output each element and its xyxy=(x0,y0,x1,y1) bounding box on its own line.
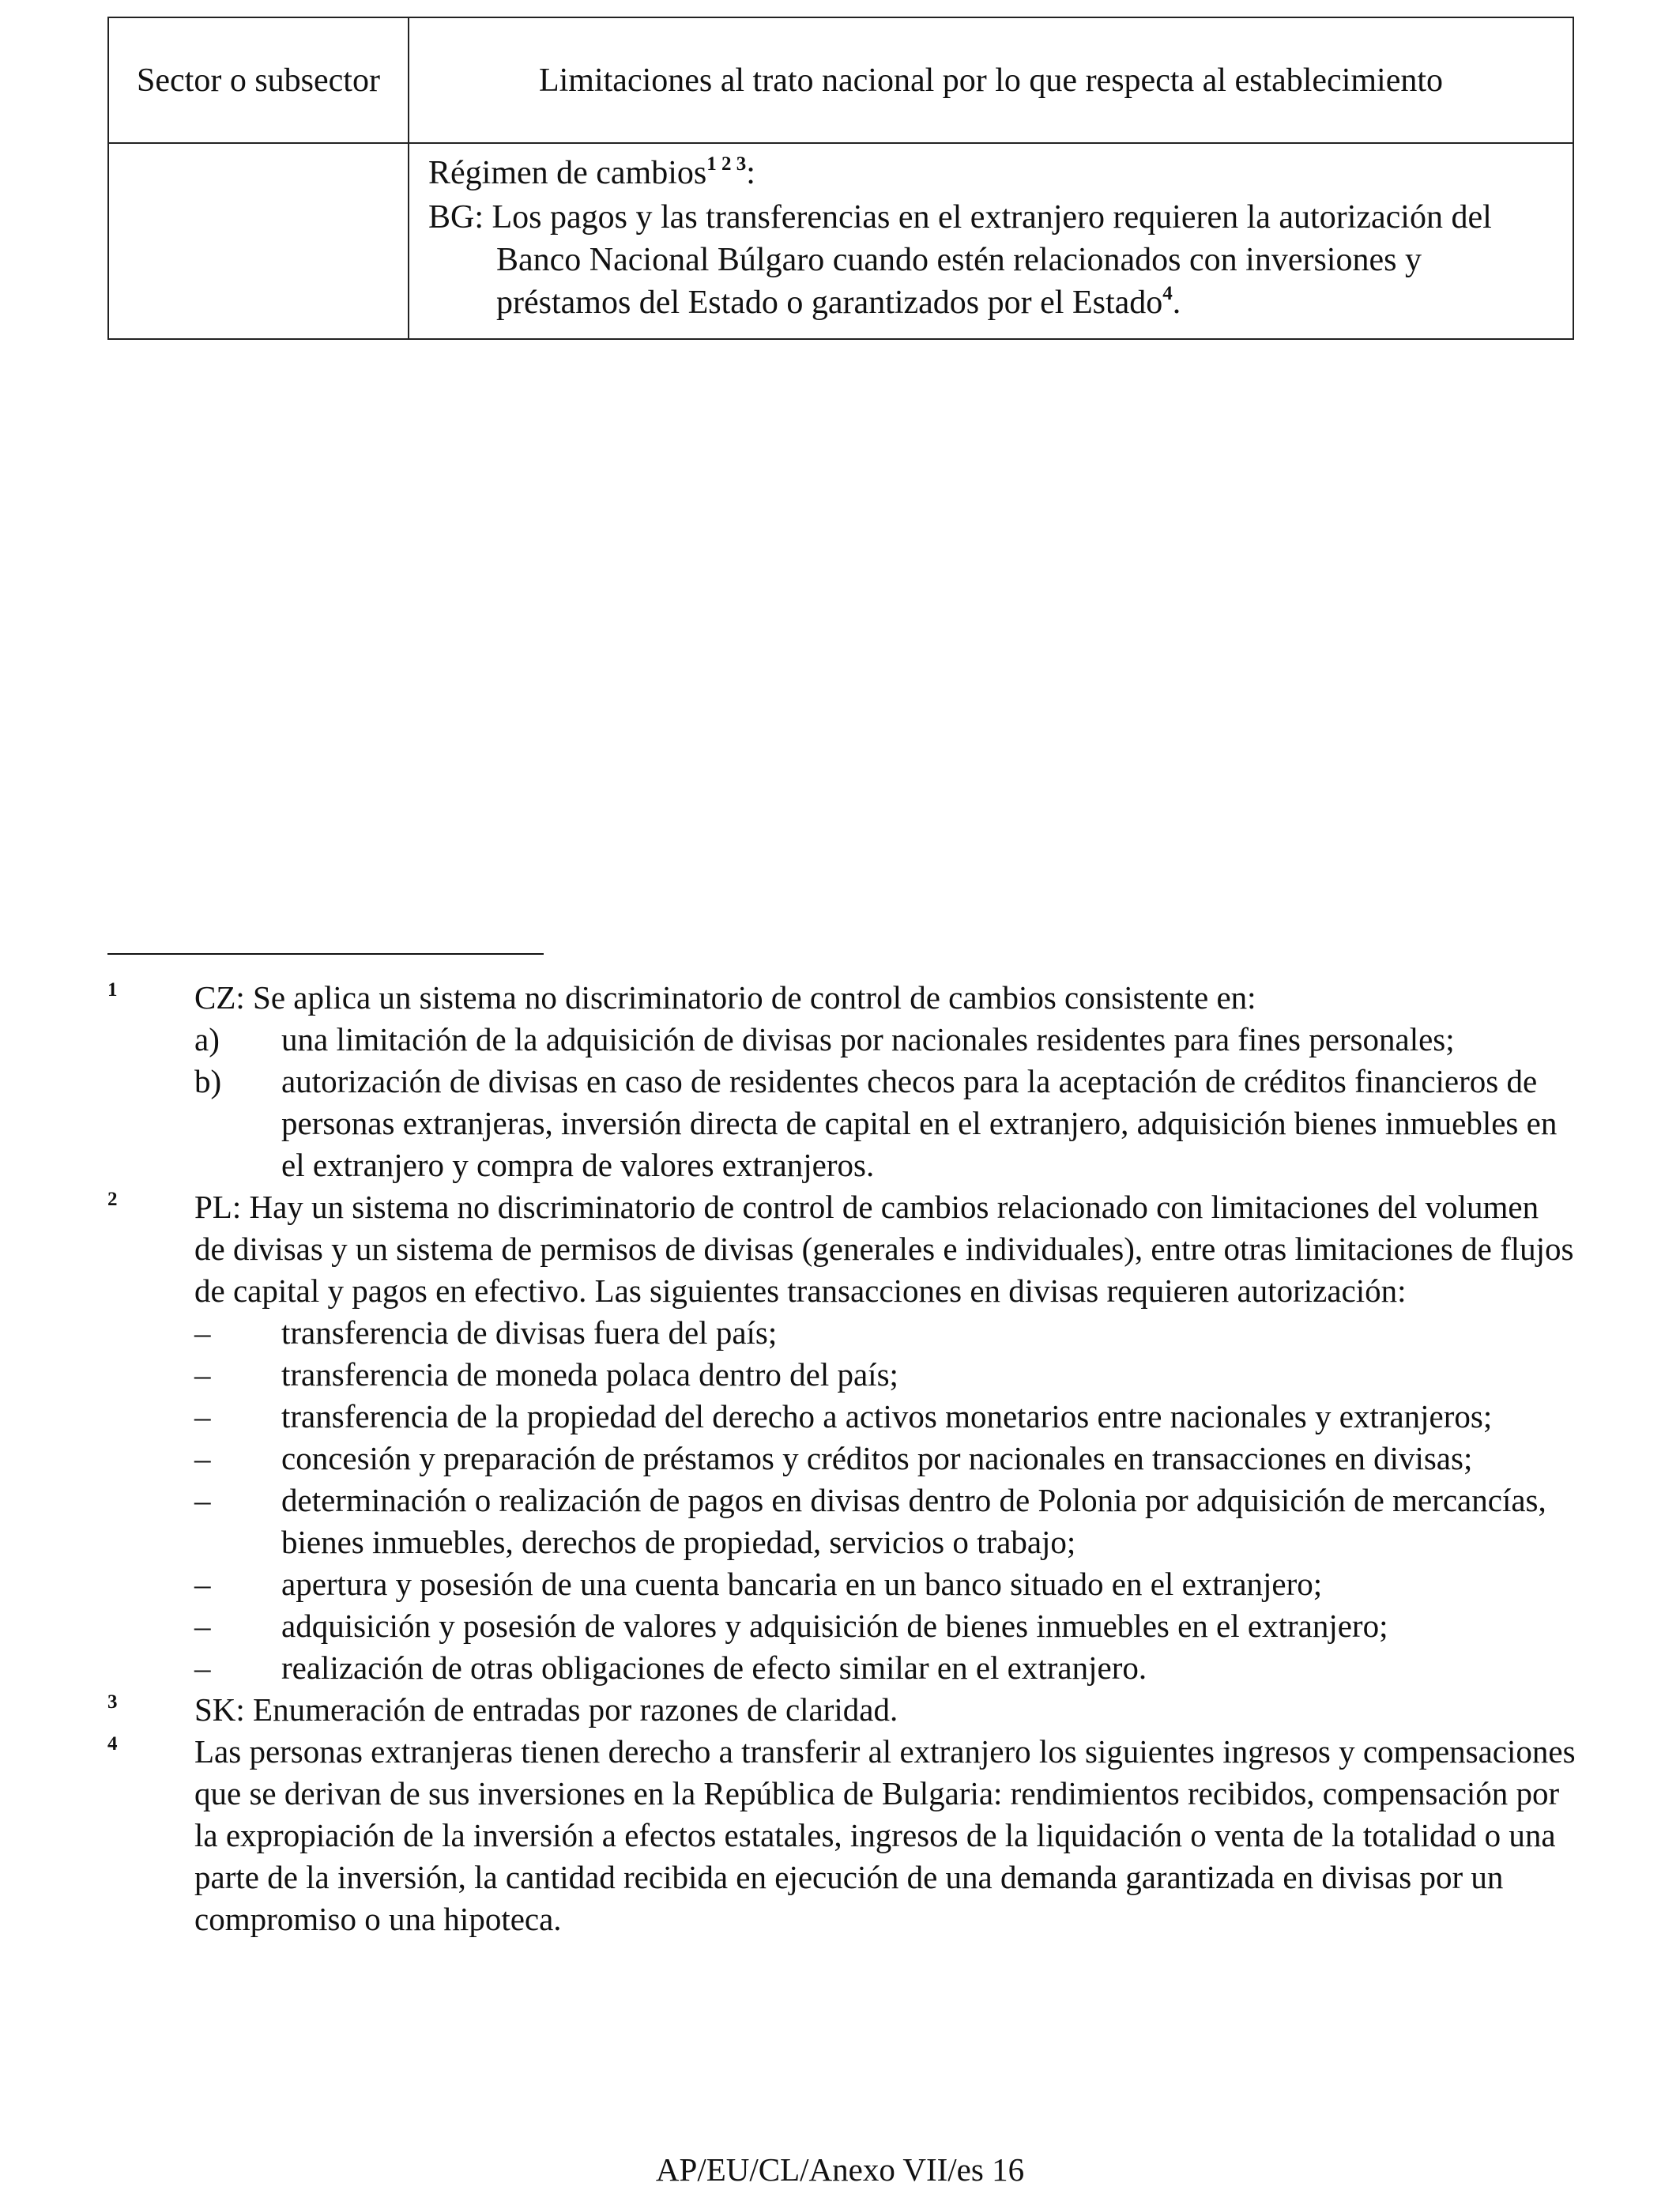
bg-entry xyxy=(428,196,1557,324)
regime-footnote-refs: 1 2 3 xyxy=(706,153,747,175)
footnote-1 xyxy=(107,977,1577,1186)
list-item-text: adquisición y posesión de valores y adquisición de bienes inmuebles en el extranjero; xyxy=(281,1608,1388,1644)
list-item-text: transferencia de moneda polaca dentro del país; xyxy=(281,1356,898,1393)
list-item xyxy=(107,1061,1577,1186)
list-item-text: transferencia de divisas fuera del país; xyxy=(281,1314,778,1351)
footnote-number: 4 xyxy=(107,1733,118,1755)
list-marker: a) xyxy=(194,1021,220,1057)
regime-title: Régimen de cambios xyxy=(428,155,707,191)
list-item-text: autorización de divisas en caso de residentes checos para la aceptación de créditos financieros de personas extranjeras, inversión directa de capital en el extranjero, adquisición bienes inmuebles en el extranjero y compra de valores extranjeros. xyxy=(281,1063,1558,1183)
list-marker: – xyxy=(194,1356,211,1393)
list-marker: – xyxy=(194,1608,211,1644)
list-item xyxy=(107,1019,1577,1061)
footnote-separator xyxy=(107,953,544,955)
table-header-row xyxy=(108,17,1573,143)
footnote-intro: SK: Enumeración de entradas por razones de claridad. xyxy=(194,1691,898,1728)
list-marker: b) xyxy=(194,1063,222,1099)
list-item xyxy=(107,1563,1577,1605)
footnote-4 xyxy=(107,1731,1577,1940)
list-marker: – xyxy=(194,1440,211,1476)
footnote-intro: Las personas extranjeras tienen derecho a transferir al extranjero los siguientes ingresos y compensaciones que se derivan de sus inversiones en la República de Bulgaria: rendimientos recibidos, compensación por la expropiación de la inversión a efectos estatales, ingresos de la liquidación o venta de la totalidad o una parte de la inversión, la cantidad recibida en ejecución de una demanda garantizada en divisas por un compromiso o una hipoteca. xyxy=(194,1733,1576,1937)
list-item-text: realización de otras obligaciones de efecto similar en el extranjero. xyxy=(281,1649,1147,1686)
list-item xyxy=(107,1396,1577,1438)
footnote-2 xyxy=(107,1186,1577,1689)
header-sector: Sector o subsector xyxy=(108,17,409,143)
footnote-3 xyxy=(107,1689,1577,1731)
list-item-text: una limitación de la adquisición de divisas por nacionales residentes para fines personales; xyxy=(281,1021,1455,1057)
bg-end: . xyxy=(1172,285,1181,321)
list-item-text: transferencia de la propiedad del derecho a activos monetarios entre nacionales y extranjeros; xyxy=(281,1398,1493,1434)
list-marker: – xyxy=(194,1398,211,1434)
bg-footnote-ref: 4 xyxy=(1162,283,1173,304)
footnote-number: 1 xyxy=(107,979,118,1001)
list-item-text: concesión y preparación de préstamos y créditos por nacionales en transacciones en divisas; xyxy=(281,1440,1473,1476)
limitations-cell xyxy=(409,143,1573,339)
list-item-text: apertura y posesión de una cuenta bancaria en un banco situado en el extranjero; xyxy=(281,1566,1323,1602)
bg-label: BG: xyxy=(428,199,484,236)
list-marker: – xyxy=(194,1314,211,1351)
list-item xyxy=(107,1312,1577,1354)
page-footer: AP/EU/CL/Anexo VII/es 16 xyxy=(655,2151,1025,2188)
sector-cell xyxy=(108,143,409,339)
regime-heading xyxy=(428,152,1557,194)
list-item-text: determinación o realización de pagos en divisas dentro de Polonia por adquisición de mercancías, bienes inmuebles, derechos de propiedad, servicios o trabajo; xyxy=(281,1482,1546,1560)
table-row xyxy=(108,143,1573,339)
bg-text: Los pagos y las transferencias en el extranjero requieren la autorización del Banco Nacional Búlgaro cuando estén relacionados con inversiones y préstamos del Estado o garantizados por el Estado xyxy=(492,199,1492,321)
footnote-number: 3 xyxy=(107,1691,118,1713)
list-item xyxy=(107,1438,1577,1480)
list-item xyxy=(107,1480,1577,1563)
header-limitations: Limitaciones al trato nacional por lo que respecta al establecimiento xyxy=(409,17,1573,143)
footnote-intro: PL: Hay un sistema no discriminatorio de control de cambios relacionado con limitaciones del volumen de divisas y un sistema de permisos de divisas (generales e individuales), entre otras limitaciones de flujos de capital y pagos en efectivo. Las siguientes transacciones en divisas requieren autorización: xyxy=(194,1189,1574,1309)
footnote-intro: CZ: Se aplica un sistema no discriminatorio de control de cambios consistente en: xyxy=(194,979,1256,1016)
regime-colon: : xyxy=(746,155,755,191)
limitations-table xyxy=(107,17,1574,340)
list-marker: – xyxy=(194,1649,211,1686)
list-marker: – xyxy=(194,1482,211,1518)
list-item xyxy=(107,1647,1577,1689)
list-marker: – xyxy=(194,1566,211,1602)
list-item xyxy=(107,1605,1577,1647)
list-item xyxy=(107,1354,1577,1396)
footnote-number: 2 xyxy=(107,1189,118,1210)
footnotes xyxy=(107,977,1577,1940)
